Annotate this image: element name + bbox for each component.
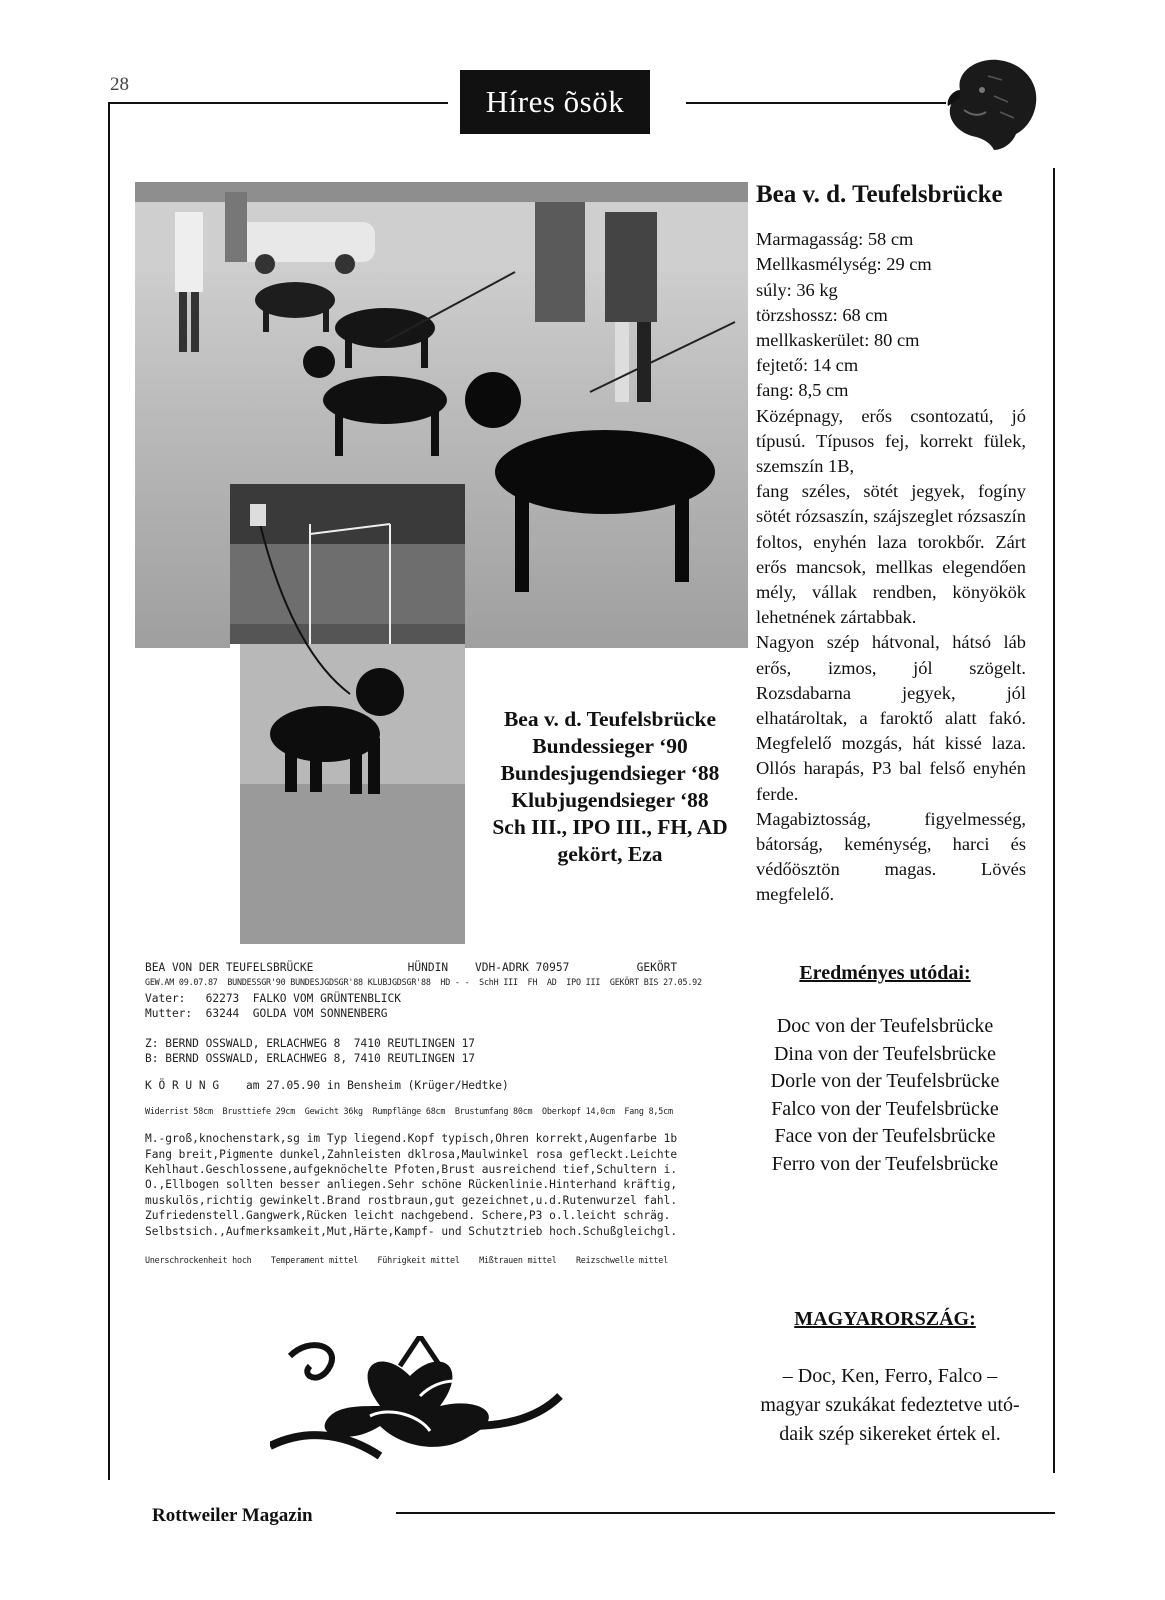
caption-line: Sch III., IPO III., FH, AD bbox=[492, 815, 728, 839]
pedigree-line: Z: BERND OSSWALD, ERLACHWEG 8 7410 REUTLINGEN 17 bbox=[145, 1036, 476, 1050]
pedigree-line: M.-groß,knochenstark,sg im Typ liegend.Kopf typisch,Ohren korrekt,Augenfarbe 1b bbox=[145, 1132, 678, 1146]
caption-line: gekört, Eza bbox=[557, 842, 663, 866]
pedigree-line: K Ö R U N G am 27.05.90 in Bensheim (Krüger/Hedtke) bbox=[145, 1079, 509, 1093]
offspring-item: Ferro von der Teufelsbrücke bbox=[771, 1152, 999, 1175]
hungary-line: – Doc, Ken, Ferro, Falco – bbox=[782, 1365, 998, 1387]
offspring-item: Doc von der Teufelsbrücke bbox=[776, 1015, 994, 1037]
dog-name: Bea v. d. Teufelsbrücke bbox=[756, 181, 1003, 208]
description-paragraph: Nagyon szép hátvonal, hátsó láb erős, izmos, jól szögelt. Rozsdabarna jegyek, jól elhatároltak, a faroktő alatt fakó. Megfelelő mozgás, hát kissé laza. Ollós harapás, P3 bal felső enyhén ferde. bbox=[756, 632, 1026, 804]
pedigree-line: Kehlhaut.Geschlossene,aufgeknöchelte Pfoten,Brust ausreichend tief,Schultern i. bbox=[145, 1163, 678, 1177]
pedigree-line: GEW.AM 09.07.87 BUNDESSGR'90 BUNDESJGDSGR'88 KLUBJGDSGR'88 HD - - SchH III FH AD IPO III GEKÖRT BIS 27.05.92 bbox=[145, 977, 702, 988]
magazine-name: Rottweiler Magazin bbox=[152, 1505, 313, 1526]
header-rule-left bbox=[108, 102, 448, 104]
hungary-heading: MAGYARORSZÁG: bbox=[794, 1308, 976, 1330]
pedigree-line: O.,Ellbogen sollten besser anliegen.Sehr schöne Rückenlinie.Hinterhand kräftig, bbox=[145, 1178, 678, 1192]
page-number: 28 bbox=[110, 74, 129, 95]
photo-caption bbox=[480, 706, 740, 868]
pedigree-line: Mutter: 63244 GOLDA VOM SONNENBERG bbox=[145, 1007, 388, 1021]
offspring-heading: Eredményes utódai: bbox=[799, 962, 971, 984]
lily-ornament bbox=[270, 1336, 570, 1466]
caption-line: Bundesjugendsieger ‘88 bbox=[500, 761, 720, 785]
footer-rule bbox=[396, 1512, 1055, 1514]
bea-stacked-photo bbox=[230, 484, 465, 944]
dog-profile bbox=[756, 182, 1026, 908]
pedigree-line: Unerschrockenheit hoch Temperament mittel Führigkeit mittel Mißtrauen mittel Reizschwelle mittel bbox=[145, 1255, 668, 1266]
description-paragraph: fang széles, sötét jegyek, fogíny sötét rózsaszín, szájszeglet rózsaszín foltos, enyhén laza torokbőr. Zárt erős mancsok, mellkas elegendően mély, vállak rendben, könyökök lehetnének zártabbak. bbox=[756, 481, 1026, 628]
offspring-list bbox=[750, 1013, 1020, 1178]
pedigree-line: Widerrist 58cm Brusttiefe 29cm Gewicht 36kg Rumpflänge 68cm Brustumfang 80cm Oberkopf 14,0cm Fang 8,5cm bbox=[145, 1105, 673, 1116]
pedigree-line: B: BERND OSSWALD, ERLACHWEG 8, 7410 REUTLINGEN 17 bbox=[145, 1052, 476, 1066]
pedigree-line: Fang breit,Pigmente dunkel,Zahnleisten dklrosa,Maulwinkel rosa gefleckt.Leichte bbox=[145, 1147, 678, 1161]
pedigree-card bbox=[145, 960, 750, 1320]
offspring-item: Face von der Teufelsbrücke bbox=[774, 1125, 996, 1147]
measurement-line: mellkaskerület: 80 cm bbox=[756, 330, 920, 351]
frame-left-line bbox=[108, 102, 110, 1480]
hungary-text bbox=[730, 1362, 1050, 1449]
description-paragraph: Magabiztosság, figyelmesség, bátorság, keménység, harci és védőösztön magas. Lövés megfelelő. bbox=[756, 808, 1026, 905]
offspring-item: Dorle von der Teufelsbrücke bbox=[770, 1070, 1000, 1092]
pedigree-line: Vater: 62273 FALKO VOM GRÜNTENBLICK bbox=[145, 991, 401, 1005]
section-title: Híres õsök bbox=[460, 70, 650, 134]
measurement-line: súly: 36 kg bbox=[756, 279, 838, 300]
caption-line: Bea v. d. Teufelsbrücke bbox=[503, 707, 717, 731]
measurement-line: fejtető: 14 cm bbox=[756, 355, 859, 376]
frame-right-line bbox=[1053, 168, 1055, 1473]
hungary-line: magyar szukákat fedeztetve utó- bbox=[760, 1394, 1020, 1416]
pedigree-line: Selbstsich.,Aufmerksamkeit,Mut,Härte,Kampf- und Schutztrieb hoch.Schußgleichgl. bbox=[145, 1224, 678, 1238]
pedigree-line: BEA VON DER TEUFELSBRÜCKE HÜNDIN VDH-ADRK 70957 GEKÖRT bbox=[145, 961, 678, 974]
header-rule-right bbox=[686, 102, 946, 104]
pedigree-line: Zufriedenstell.Gangwerk,Rücken leicht nachgebend. Schere,P3 o.l.leicht schräg. bbox=[145, 1209, 671, 1223]
measurement-line: Mellkasmélység: 29 cm bbox=[756, 254, 932, 275]
rottweiler-head-logo bbox=[942, 50, 1042, 154]
description-paragraph: Középnagy, erős csontozatú, jó típusú. Típusos fej, korrekt fülek, szemszín 1B, bbox=[756, 405, 1026, 477]
measurement-line: törzshossz: 68 cm bbox=[756, 304, 888, 325]
hungary-line: daik szép sikereket értek el. bbox=[779, 1423, 1001, 1445]
offspring-item: Falco von der Teufelsbrücke bbox=[771, 1097, 999, 1120]
measurement-line: fang: 8,5 cm bbox=[756, 380, 849, 401]
caption-line: Bundessieger ‘90 bbox=[532, 734, 688, 758]
measurement-line: Marmagasság: 58 cm bbox=[756, 229, 914, 250]
offspring-item: Dina von der Teufelsbrücke bbox=[773, 1042, 997, 1065]
pedigree-line: muskulös,richtig gewinkelt.Brand rostbraun,gut gezeichnet,u.d.Rutenwurzel fahl. bbox=[145, 1193, 678, 1207]
caption-line: Klubjugendsieger ‘88 bbox=[511, 788, 709, 812]
